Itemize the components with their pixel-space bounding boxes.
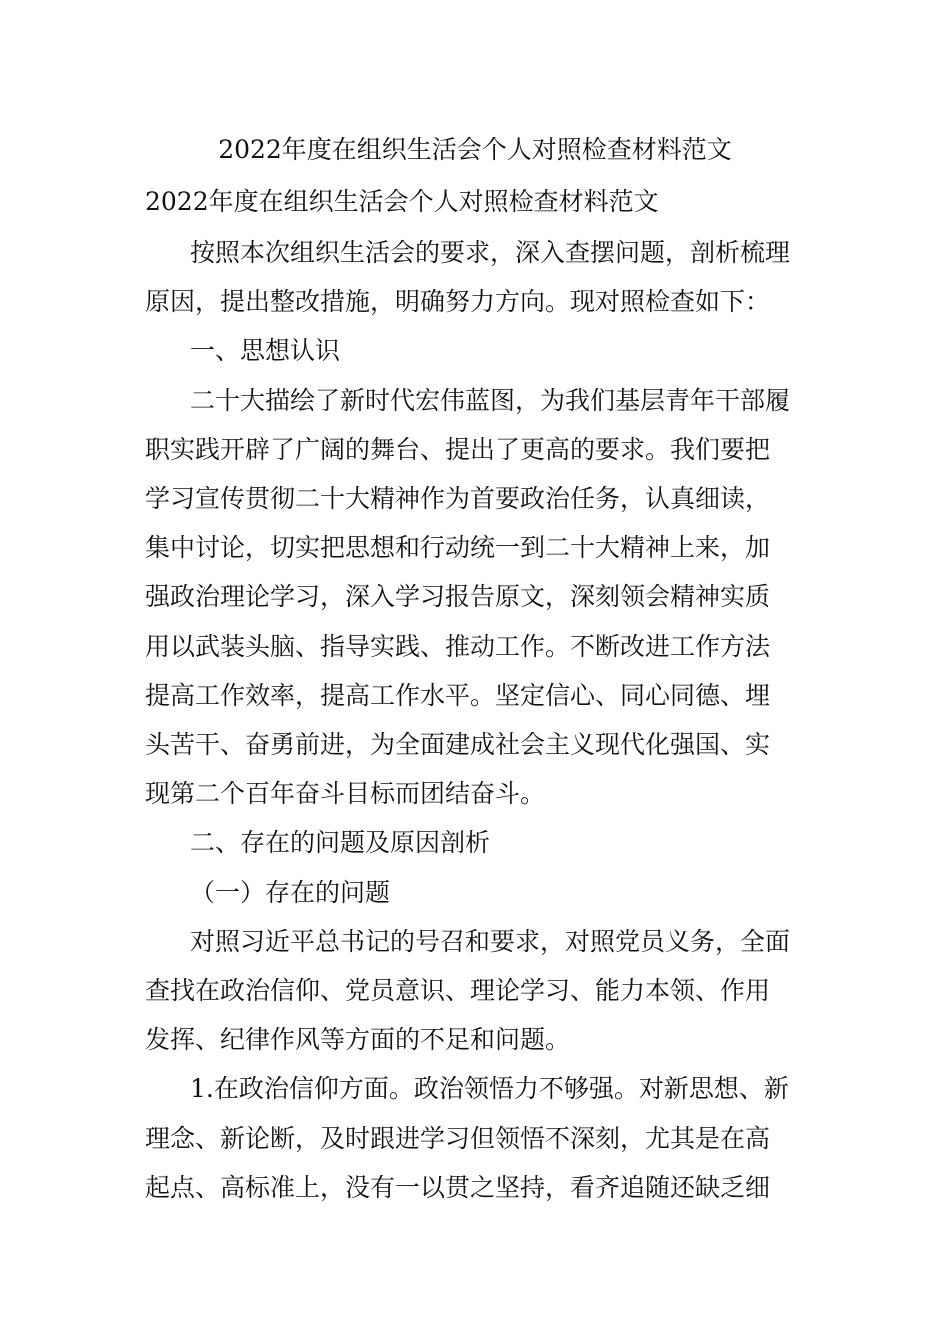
document-title: 2022年度在组织生活会个人对照检查材料范文 [218, 135, 732, 164]
paragraph-line: 按照本次组织生活会的要求，深入查摆问题，剖析梳理 [190, 238, 791, 267]
paragraph-line: 职实践开辟了广阔的舞台、提出了更高的要求。我们要把 [145, 434, 771, 464]
paragraph-line: 理念、新论断，及时跟进学习但领悟不深刻，尤其是在高 [145, 1123, 771, 1153]
subsection-heading [145, 868, 807, 917]
paragraph-line: 提高工作效率，提高工作水平。坚定信心、同心同德、埋 [145, 680, 771, 710]
paragraph [145, 376, 807, 819]
paragraph-line: 现第二个百年奋斗目标而团结奋斗。 [145, 779, 546, 809]
section-heading [145, 326, 807, 375]
paragraph-line: 学习宣传贯彻二十大精神作为首要政治任务，认真细读， [145, 484, 771, 514]
paragraph-line: 集中讨论，切实把思想和行动统一到二十大精神上来，加 [145, 533, 771, 563]
paragraph-line: 头苦干、奋勇前进，为全面建成社会主义现代化强国、实 [145, 730, 771, 760]
paragraph-line: 1.在政治信仰方面。政治领悟力不够强。对新思想、新 [190, 1074, 789, 1104]
paragraph [145, 228, 807, 326]
section-heading-text: 二、存在的问题及原因剖析 [190, 828, 491, 858]
section-heading [145, 818, 807, 867]
paragraph-line: 查找在政治信仰、党员意识、理论学习、能力本领、作用 [145, 976, 771, 1006]
paragraph [145, 917, 807, 1065]
paragraph [145, 1064, 807, 1212]
paragraph-line: 用以武装头脑、指导实践、推动工作。不断改进工作方法 [145, 631, 771, 661]
section-heading-text: 一、思想认识 [190, 336, 341, 366]
paragraph-line: 二十大描绘了新时代宏伟蓝图，为我们基层青年干部履 [190, 385, 791, 415]
subsection-heading-text: （一）存在的问题 [190, 877, 391, 907]
paragraph-line: 起点、高标准上，没有一以贯之坚持，看齐追随还缺乏细 [145, 1172, 771, 1202]
paragraph-line: 发挥、纪律作风等方面的不足和问题。 [145, 1025, 571, 1055]
document-body [145, 228, 807, 1212]
paragraph-line: 原因，提出整改措施，明确努力方向。现对照检查如下： [145, 287, 771, 317]
document-subtitle: 2022年度在组织生活会个人对照检查材料范文 [145, 187, 659, 216]
paragraph-line: 强政治理论学习，深入学习报告原文，深刻领会精神实质 [145, 582, 771, 612]
paragraph-line: 对照习近平总书记的号召和要求，对照党员义务，全面 [190, 926, 791, 956]
